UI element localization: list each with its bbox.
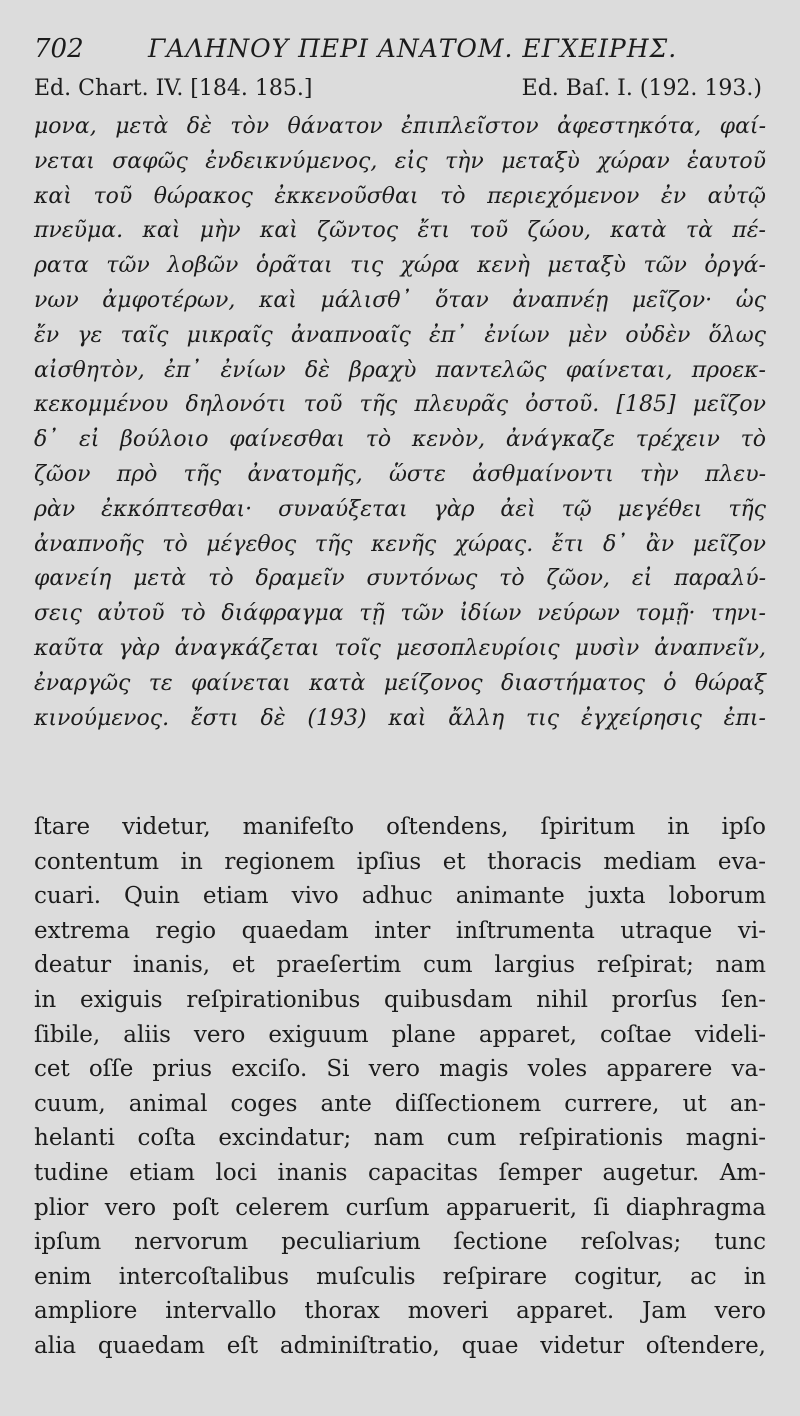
latin-text-line: cuum, animal coges ante diſſectionem currere, ut an- [34, 1090, 766, 1117]
greek-text-line: αἰσθητὸν, ἐπ᾽ ἐνίων δὲ βραχὺ παντελῶς φαίνεται, προεκ- [34, 357, 766, 383]
greek-text-line: καὶ τοῦ θώρακος ἐκκενοῦσθαι τὸ περιεχόμενον ἐν αὐτῷ [34, 183, 766, 209]
latin-text-block [34, 810, 766, 1364]
greek-text-block [34, 110, 766, 736]
greek-text-line: ἔν γε ταῖς μικραῖς ἀναπνοαῖς ἐπ᾽ ἐνίων μὲν οὐδὲν ὅλως [34, 322, 766, 348]
greek-text-line: ρὰν ἐκκόπτεσθαι· συναύξεται γὰρ ἀεὶ τῷ μεγέθει τῆς [34, 496, 766, 522]
latin-text-line: ampliore intervallo thorax moveri apparet. Jam vero [34, 1298, 766, 1325]
greek-text-line: ἀναπνοῆς τὸ μέγεθος τῆς κενῆς χώρας. ἔτι δ᾽ ἂν μεῖζον [34, 531, 766, 557]
greek-text-line: νων ἀμφοτέρων, καὶ μάλισθ᾽ ὅταν ἀναπνέῃ μεῖζον· ὡς [34, 287, 766, 313]
greek-text-line: κεκομμένου δηλονότι τοῦ τῆς πλευρᾶς ὀστοῦ. [185] μεῖζον [34, 392, 766, 418]
latin-text-line: tudine etiam loci inanis capacitas ſemper augetur. Am- [34, 1159, 766, 1186]
edition-reference-left: Ed. Chart. IV. [184. 185.] [34, 76, 313, 101]
latin-text-line: alia quaedam eſt adminiſtratio, quae videtur oſtendere, [34, 1332, 766, 1359]
latin-text-line: cet oſſe prius exciſo. Si vero magis voles apparere va- [34, 1056, 766, 1083]
greek-text-line: ζῶον πρὸ τῆς ἀνατομῆς, ὥστε ἀσθμαίνοντι τὴν πλευ- [34, 461, 766, 487]
greek-text-line: καῦτα γὰρ ἀναγκάζεται τοῖς μεσοπλευρίοις μυσὶν ἀναπνεῖν, [34, 635, 766, 661]
latin-text-line: contentum in regionem ipſius et thoracis mediam eva- [34, 848, 766, 875]
greek-text-line: δ᾽ εἰ βούλοιο φαίνεσθαι τὸ κενὸν, ἀνάγκαζε τρέχειν τὸ [34, 427, 766, 453]
page-number: 702 [34, 34, 84, 64]
latin-text-line: in exiguis reſpirationibus quibusdam nihil prorſus ſen- [34, 986, 766, 1013]
greek-text-line: σεις αὐτοῦ τὸ διάφραγμα τῇ τῶν ἰδίων νεύρων τομῇ· τηνι- [34, 601, 766, 627]
latin-text-line: enim intercoſtalibus muſculis reſpirare cogitur, ac in [34, 1263, 766, 1290]
latin-text-line: ipſum nervorum peculiarium ſectione reſolvas; tunc [34, 1229, 766, 1256]
latin-text-line: ſibile, aliis vero exiguum plane apparet, coſtae videli- [34, 1021, 766, 1048]
greek-text-line: πνεῦμα. καὶ μὴν καὶ ζῶντος ἔτι τοῦ ζώου, κατὰ τὰ πέ- [34, 218, 766, 244]
greek-text-line: φανείη μετὰ τὸ δραμεῖν συντόνως τὸ ζῶον, εἰ παραλύ- [34, 566, 766, 592]
greek-text-line: ρατα τῶν λοβῶν ὁρᾶται τις χώρα κενὴ μεταξὺ τῶν ὀργά- [34, 253, 766, 279]
latin-text-line: ſtare videtur, manifeſto oſtendens, ſpiritum in ipſo [34, 814, 766, 840]
latin-text-line: plior vero poſt celerem curſum apparuerit, ſi diaphragma [34, 1194, 766, 1221]
latin-text-line: deatur inanis, et praeſertim cum largius reſpirat; nam [34, 952, 766, 979]
latin-text-line: extrema regio quaedam inter inſtrumenta utraque vi- [34, 917, 766, 944]
greek-text-line: κινούμενος. ἔστι δὲ (193) καὶ ἄλλη τις ἐγχείρησις ἐπι- [34, 705, 766, 731]
greek-text-line: ἐναργῶς τε φαίνεται κατὰ μείζονος διαστήματος ὁ θώραξ [34, 670, 766, 696]
greek-text-line: νεται σαφῶς ἐνδεικνύμενος, εἰς τὴν μεταξὺ χώραν ἑαυτοῦ [34, 148, 766, 174]
edition-reference-right: Ed. Baſ. I. (192. 193.) [521, 76, 762, 101]
latin-text-line: cuari. Quin etiam vivo adhuc animante juxta loborum [34, 883, 766, 910]
greek-text-line: μονα, μετὰ δὲ τὸν θάνατον ἐπιπλεῖστον ἀφεστηκότα, φαί- [34, 114, 766, 139]
latin-text-line: helanti coſta excindatur; nam cum reſpirationis magni- [34, 1125, 766, 1152]
running-title: ΓΑΛΗΝΟΥ ΠΕΡΙ ΑΝΑΤΟΜ. ΕΓΧΕΙΡΗΣ. [148, 34, 678, 63]
